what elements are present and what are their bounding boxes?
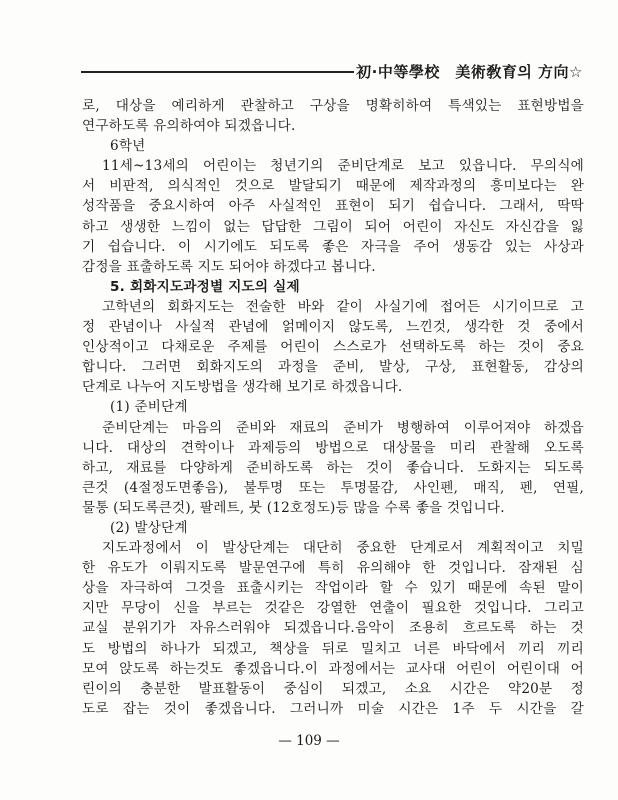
- paragraph-line: 한 유도가 이뤄지도록 발문연구에 특히 유의해야 한 것입니다. 잠재된 심: [82, 560, 584, 577]
- page-number: — 109 —: [278, 733, 340, 749]
- paragraph-line: 감정을 표출하도록 지도 되어야 하겠다고 봅니다.: [82, 258, 376, 275]
- paragraph-line: 성작품을 중요시하여 아주 사실적인 표현이 되기 쉽습니다. 그래서, 딱딱: [82, 198, 584, 215]
- paragraph-line: 합니다. 그러면 회화지도의 과정을 준비, 발상, 구상, 표현활동, 감상의: [82, 359, 584, 376]
- paragraph-line: 하고 생생한 느낌이 없는 답답한 그림이 되어 어린이 자신도 자신감을 잃: [82, 218, 584, 235]
- paragraph-line: 정 관념이나 사실적 관념에 얽메이지 않도록, 느낀것, 생각한 것 중에서: [82, 319, 584, 336]
- running-title: 初·中等學校 美術敎育의 方向☆: [356, 62, 583, 81]
- header-rule: [81, 71, 354, 73]
- subsection-heading: (2) 발상단계: [110, 519, 188, 536]
- paragraph-line: 하고, 재료를 다양하게 준비하도록 하는 것이 좋습니다. 도화지는 되도록: [82, 459, 584, 476]
- paragraph-line: 기 쉽습니다. 이 시기에도 되도록 좋은 자극을 주어 생동감 있는 사상과: [82, 238, 584, 255]
- paragraph-line: 서 비판적, 의식적인 것으로 발달되기 때문에 제작과정의 흥미보다는 완: [82, 178, 584, 195]
- paragraph-line: 지만 무당이 신을 부르는 것같은 강열한 연출이 필요한 것입니다. 그리고: [82, 600, 584, 617]
- subsection-heading: 6학년: [110, 138, 146, 155]
- paragraph-line: 11세~13세의 어린이는 청년기의 준비단계로 보고 있읍니다. 무의식에: [102, 158, 584, 175]
- paragraph-line: 도 방법의 하나가 되겠고, 책상을 뒤로 밀치고 너른 바닥에서 끼리 끼리: [82, 640, 584, 657]
- running-header: [81, 60, 583, 82]
- paragraph-line: 물통 (되도록큰것), 팔레트, 붓 (12호정도)등 많을 수록 좋을 것입니다.: [82, 499, 505, 516]
- paragraph-line: 연구하도록 유의하여야 되겠읍니다.: [82, 118, 296, 135]
- body-text: [82, 96, 584, 719]
- section-heading: 5. 회화지도과정별 지도의 실제: [110, 278, 300, 295]
- paragraph-line: 큰것 (4절정도면좋음), 불투명 또는 투명물감, 사인펜, 매직, 펜, 연필,: [82, 479, 584, 496]
- paragraph-line: 도로 잡는 것이 좋겠읍니다. 그러니까 미술 시간은 1주 두 시간을 갈: [82, 700, 584, 717]
- paragraph-line: 준비단계는 마음의 준비와 재료의 준비가 병행하여 이루어져야 하겠읍: [102, 419, 584, 436]
- paragraph-line: 상을 자극하여 그것을 표출시키는 작업이라 할 수 있기 때문에 속된 말이: [82, 580, 584, 597]
- subsection-heading: (1) 준비단계: [110, 399, 188, 416]
- paragraph-line: 린이의 충분한 발표활동이 중심이 되겠고, 소요 시간은 약20분 정: [82, 680, 584, 697]
- paragraph-line: 니다. 대상의 견학이나 과제등의 방법으로 대상물을 미리 관찰해 오도록: [82, 439, 584, 456]
- paragraph-line: 교실 분위기가 자유스러워야 되겠읍니다.음악이 조용히 흐르도록 하는 것: [82, 620, 584, 637]
- paragraph-line: 모여 앉도록 하는것도 좋겠읍니다.이 과정에서는 교사대 어린이 어린이대 어: [82, 660, 584, 677]
- paragraph-line: 인상적이고 다채로운 주제를 어린이 스스로가 선택하도록 하는 것이 중요: [82, 339, 584, 356]
- paragraph-line: 단계로 나누어 지도방법을 생각해 보기로 하겠읍니다.: [82, 379, 403, 396]
- paragraph-line: 로, 대상을 예리하게 관찰하고 구상을 명확히하여 특색있는 표현방법을: [82, 98, 584, 114]
- paragraph-line: 지도과정에서 이 발상단계는 대단히 중요한 단계로서 계획적이고 치밀: [102, 540, 584, 557]
- paragraph-line: 고학년의 회화지도는 전술한 바와 같이 사실기에 접어든 시기이므로 고: [102, 298, 584, 315]
